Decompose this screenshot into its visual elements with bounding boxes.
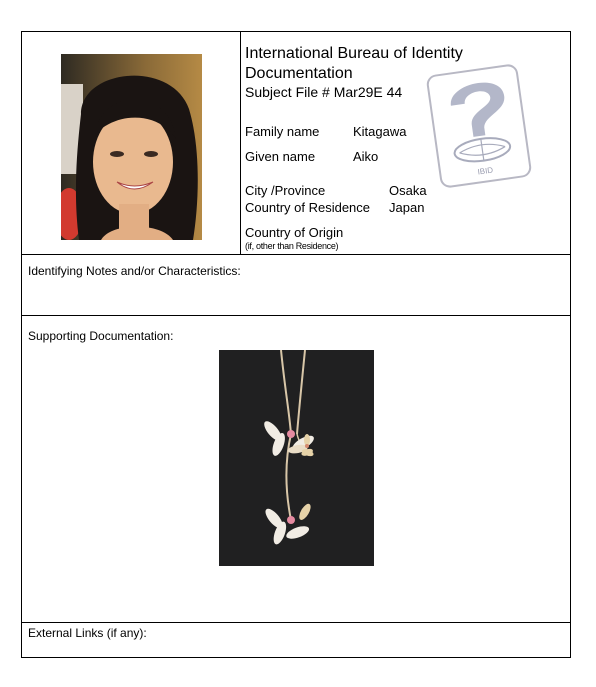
supporting-documentation-label: Supporting Documentation:: [28, 329, 174, 343]
subject-photo: [61, 54, 202, 240]
divider-supporting: [22, 622, 570, 623]
family-name-label: Family name: [245, 124, 320, 139]
country-origin-label: Country of Origin: [245, 225, 344, 240]
divider-vertical: [240, 32, 241, 254]
pendant-necklace-photo: [219, 350, 374, 566]
country-residence-value: Japan: [389, 200, 425, 215]
ibid-seal-logo: [424, 62, 534, 190]
subject-file-number: Subject File # Mar29E 44: [245, 84, 403, 100]
city-value: Osaka: [389, 183, 427, 198]
identity-form: [21, 31, 571, 658]
city-label: City /Province: [245, 183, 326, 198]
bureau-title: International Bureau of Identity Documentation: [245, 45, 463, 82]
identifying-notes-label: Identifying Notes and/or Characteristics:: [28, 264, 241, 278]
external-links-label: External Links (if any):: [28, 626, 147, 640]
country-origin-note: (if, other than Residence): [245, 241, 339, 251]
divider-notes: [22, 315, 570, 316]
given-name-value: Aiko: [353, 149, 379, 164]
family-name-value: Kitagawa: [353, 124, 407, 139]
seal-text: IBID: [477, 165, 494, 177]
given-name-label: Given name: [245, 149, 316, 164]
country-residence-label: Country of Residence: [245, 200, 371, 215]
divider-header: [22, 254, 570, 255]
